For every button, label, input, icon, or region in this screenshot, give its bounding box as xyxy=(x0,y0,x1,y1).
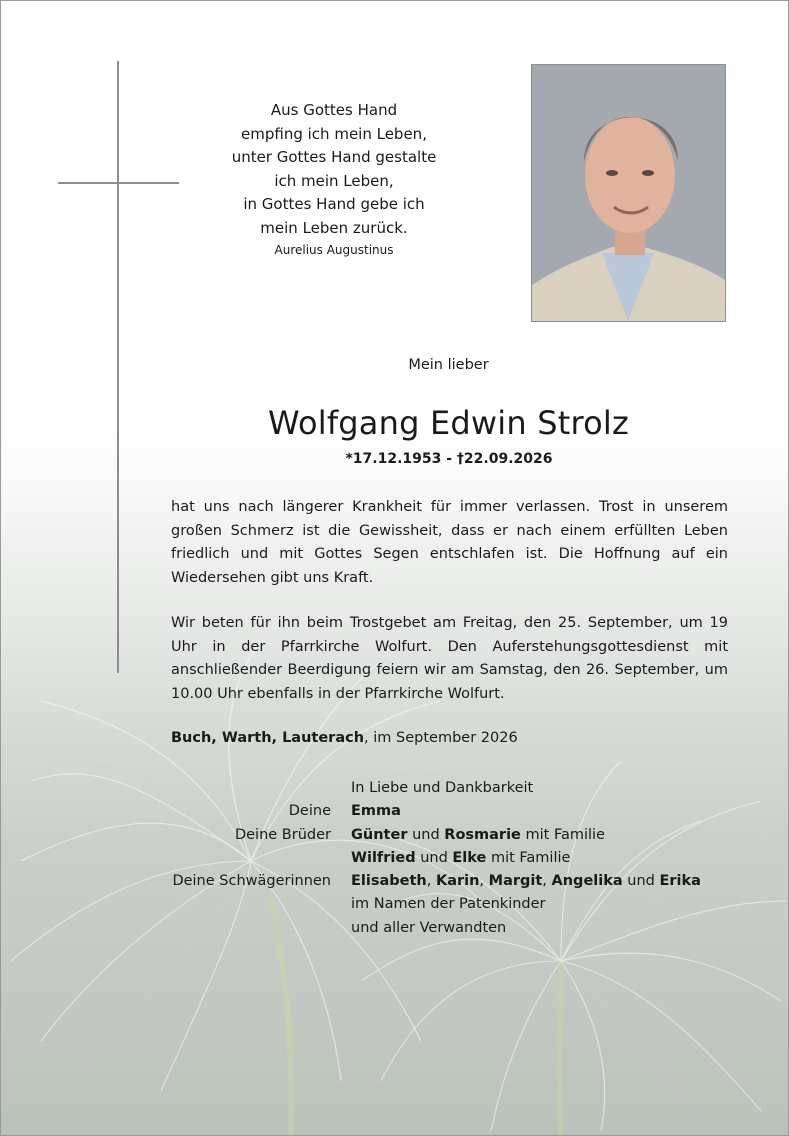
sister-in-law-name: Angelika xyxy=(551,873,623,890)
portrait-illustration xyxy=(532,65,725,321)
brother-name: Günter xyxy=(351,826,408,843)
mourners-row-godchildren xyxy=(151,893,751,916)
and-word: und xyxy=(412,826,440,843)
life-dates: *17.12.1953 - †22.09.2026 xyxy=(345,451,553,467)
place-date: , im September 2026 xyxy=(364,730,518,746)
sisters-in-law-label: Deine Schwägerinnen xyxy=(172,873,331,890)
sister-in-law-name: Erika xyxy=(659,873,701,890)
deceased-name: Wolfgang Edwin Strolz xyxy=(267,404,629,442)
godchildren-text: im Namen der Patenkinder xyxy=(351,896,546,913)
brothers-label: Deine Brüder xyxy=(234,826,331,843)
sister-in-law-name: Elisabeth xyxy=(351,873,427,890)
cross-vertical-bar xyxy=(117,61,119,673)
farewell-paragraph: hat uns nach längerer Krankheit für immer verlassen. Trost in unserem großen Schmerz ist die Gewissheit, dass er nach einem erfüllten Leben friedlich und mit Gottes Segen entschlafen ist. Die Hoffnung auf ein Wiedersehen gibt uns Kraft. xyxy=(171,499,728,586)
mourners-row-brothers xyxy=(151,824,751,847)
mourners-row-wife xyxy=(151,800,751,823)
sister-in-law-name: Margit xyxy=(488,873,543,890)
and-word: und xyxy=(420,849,448,866)
and-word: und xyxy=(627,873,655,890)
spouse-name: Rosmarie xyxy=(444,826,521,843)
spouse-name: Elke xyxy=(452,849,487,866)
wife-label: Deine xyxy=(288,803,331,820)
portrait-photo xyxy=(531,64,726,322)
family-word: mit Familie xyxy=(490,849,571,866)
mourners-row-brothers-2 xyxy=(151,847,751,870)
wife-name: Emma xyxy=(351,803,401,820)
quote-line: ich mein Leben, xyxy=(274,171,394,190)
quote-line: in Gottes Hand gebe ich xyxy=(243,195,425,214)
mourners-list xyxy=(151,777,751,940)
mourners-row-sisters-in-law: Deine Schwägerinnen Elisabeth, Karin, Margit, Angelika und Erika xyxy=(151,870,751,893)
quote-author: Aurelius Augustinus xyxy=(274,242,394,257)
sister-in-law-name: Karin xyxy=(435,873,480,890)
family-word: mit Familie xyxy=(525,826,605,843)
quote-line: unter Gottes Hand gestalte xyxy=(231,148,437,167)
intro-text: Mein lieber xyxy=(408,357,489,373)
mourners-row-relatives xyxy=(151,917,751,940)
service-paragraph: Wir beten für ihn beim Trostgebet am Freitag, den 25. September, um 19 Uhr in der Pfarrkirche Wolfurt. Den Auferstehungsgottesdienst mit anschließender Beerdigung feiern wir am Samstag, den 26. September, um 10.00 Uhr ebenfalls in der Pfarrkirche Wolfurt. xyxy=(171,615,728,702)
place-names: Buch, Warth, Lauterach xyxy=(171,730,365,746)
mourners-heading-row xyxy=(151,777,751,800)
quote-block xyxy=(214,99,454,258)
mourners-heading: In Liebe und Dankbarkeit xyxy=(351,780,534,796)
quote-line: mein Leben zurück. xyxy=(260,218,408,237)
quote-line: Aus Gottes Hand xyxy=(270,101,398,119)
brother-name: Wilfried xyxy=(351,849,416,866)
quote-line: empfing ich mein Leben, xyxy=(241,124,427,143)
cross-horizontal-bar xyxy=(58,182,179,184)
place-date-line xyxy=(171,730,518,746)
relatives-text: und aller Verwandten xyxy=(351,919,507,936)
